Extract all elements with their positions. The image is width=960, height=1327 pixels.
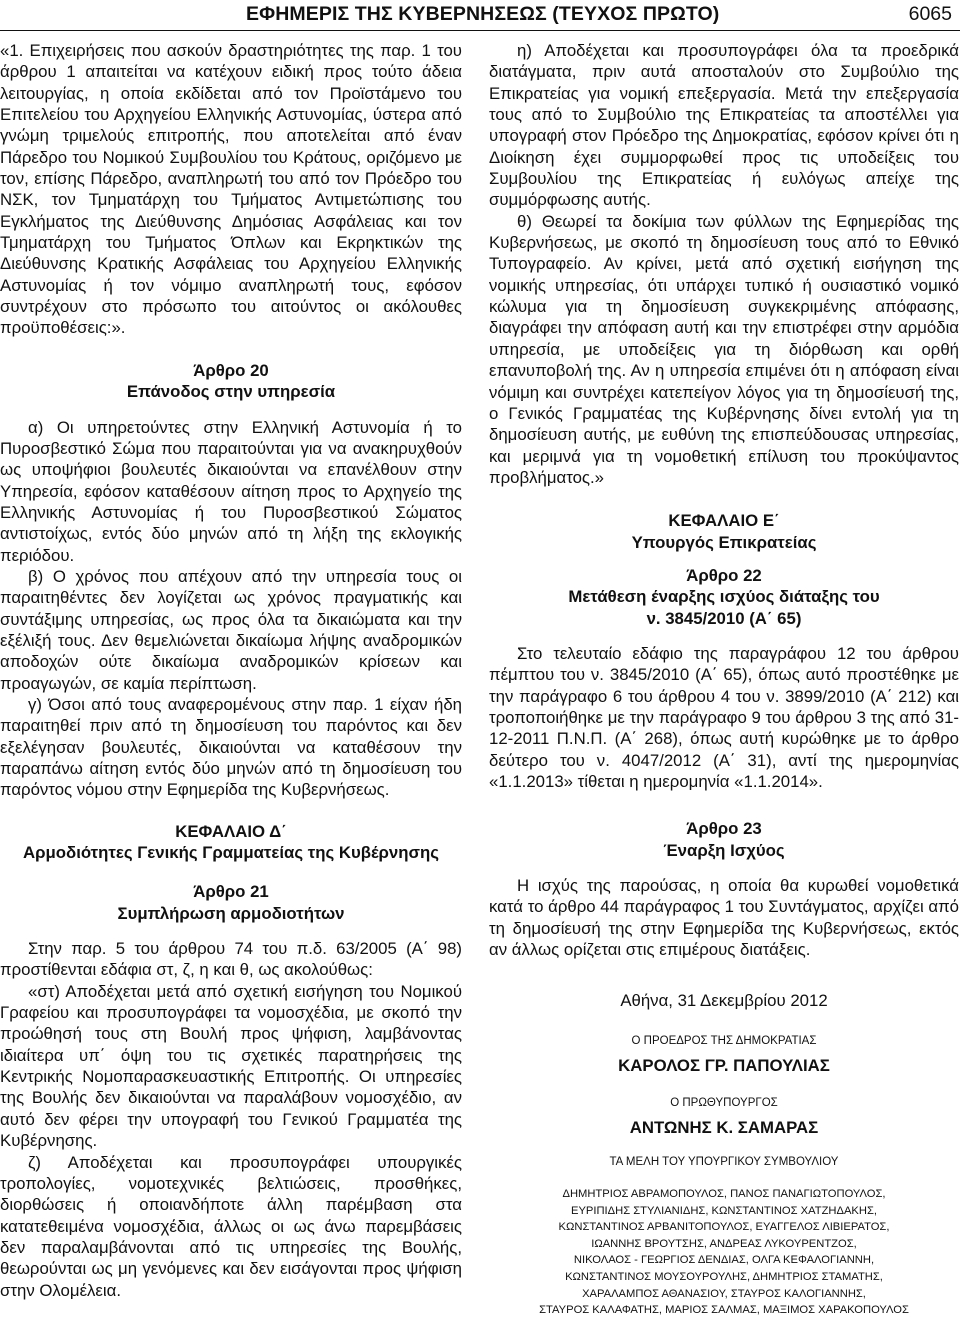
prime-minister-name: ΑΝΤΩΝΗΣ Κ. ΣΑΜΑΡΑΣ xyxy=(629,1117,819,1137)
article-22-title-line-1: Μετάθεση έναρξης ισχύος διάταξης του xyxy=(568,587,880,607)
left-column xyxy=(0,40,462,1301)
cabinet-members-line: ΚΩΝΣΤΑΝΤΙΝΟΣ ΑΡΒΑΝΙΤΟΠΟΥΛΟΣ, ΕΥΑΓΓΕΛΟΣ ΛΙΒΙΕΡΑΤΟΣ, xyxy=(558,1221,890,1234)
article-23-number: Άρθρο 23 xyxy=(686,819,762,839)
article-20-title: Επάνοδος στην υπηρεσία xyxy=(126,382,336,402)
chapter-e-title: Υπουργός Επικρατείας xyxy=(631,532,817,552)
article-21-item-th: θ) Θεωρεί τα δοκίμια των φύλλων της Εφημερίδας της Κυβερνήσεως, με σκοπό τη δημοσίευση τους από το Εθνικό Τυπογραφείο. Αν κρίνει, μετά από σχετική εισήγηση της νομικής υπηρεσίας, ότι υπάρχει τυπικό ή ουσιαστικό νομικό κώλυμα για τη δημοσίευση συγκεκριμένης απόφασης, διαγράφει την απόφαση αυτή και την επιστρέφει στην αρμόδια υπηρεσία, με υποδείξεις για τη διόρθωση και ορθή επανυποβολή της. Αν η υπηρεσία επιμένει ότι η απόφαση είναι νόμιμη και συντρέχει κατεπείγον λόγος για τη δημοσίευσή της, ο Γενικός Γραμματέας της Κυβέρνησης δίνει εντολή για τη δημοσίευση αυτής, με ευθύνη της επισπεύδουσας υπηρεσίας, και μεριμνά για τη νομοθετική επίλυση του προκύψαντος προβλήματος.» xyxy=(489,211,959,487)
article-21-intro: Στην παρ. 5 του άρθρου 74 του π.δ. 63/2005 (Α΄ 98) προστίθενται εδάφια στ, ζ, η και θ, ως ακολούθως: xyxy=(0,939,462,980)
chapter-d-heading: ΚΕΦΑΛΑΙΟ Δ΄ xyxy=(175,821,287,841)
article-23-paragraph: Η ισχύς της παρούσας, η οποία θα κυρωθεί νομοθετικά κατά το άρθρο 44 παράγραφος 1 του Συντάγματος, αρχίζει από τη δημοσίευσή της στην Εφημερίδα της Κυβερνήσεως, εκτός αν άλλως ορίζεται στις επιμέρους διατάξεις. xyxy=(489,876,959,960)
article-22-paragraph: Στο τελευταίο εδάφιο της παραγράφου 12 του άρθρου πέμπτου του ν. 3845/2010 (Α΄ 65), όπως αυτό προστέθηκε με την παράγραφο 6 του άρθρου 4 του ν. 3899/2010 (Α΄ 212) και τροποποιήθηκε με την παράγραφο 9 του άρθρου 3 της από 31-12-2011 Π.Ν.Π. (Α΄ 268), όπως αυτή κυρώθηκε με το άρθρο δεύτερο του ν. 4047/2012 (Α΄ 31), αντί της ημερομηνίας «1.1.2013» τίθεται η ημερομηνία «1.1.2014». xyxy=(489,643,959,791)
place-date: Αθήνα, 31 Δεκεμβρίου 2012 xyxy=(620,991,828,1011)
prime-minister-label: Ο ΠΡΩΘΥΠΟΥΡΓΟΣ xyxy=(670,1097,778,1110)
cabinet-members-line: ΣΤΑΥΡΟΣ ΚΑΛΑΦΑΤΗΣ, ΜΑΡΙΟΣ ΣΑΛΜΑΣ, ΜΑΞΙΜΟΣ ΧΑΡΑΚΟΠΟΥΛΟΣ xyxy=(539,1304,909,1317)
cabinet-members-line: ΚΩΝΣΤΑΝΤΙΝΟΣ ΜΟΥΣΟΥΡΟΥΛΗΣ, ΔΗΜΗΤΡΙΟΣ ΣΤΑΜΑΤΗΣ, xyxy=(565,1271,883,1284)
article-22-number: Άρθρο 22 xyxy=(686,565,762,585)
article-20-paragraph-c: γ) Όσοι από τους αναφερομένους στην παρ. 1 είχαν ήδη παραιτηθεί πριν από τη δημοσίευση του παρόντος και δεν εξελέγησαν βουλευτές, δικαιούνται να καταθέσουν την παραπάνω αίτηση εντός δύο μηνών από τη δημοσίευση του παρόντος νόμου στην Εφημερίδα της Κυβερνήσεως. xyxy=(0,694,462,800)
article-20-number: Άρθρο 20 xyxy=(193,360,269,380)
chapter-d-title: Αρμοδιότητες Γενικής Γραμματείας της Κυβέρνησης xyxy=(23,843,439,863)
intro-paragraph: «1. Επιχειρήσεις που ασκούν δραστηριότητες της παρ. 1 του άρθρου 1 απαιτείται να κατέχουν ειδική προς τούτο άδεια λειτουργίας, η οποία εκδίδεται από τον Προϊστάμενο του Επιτελείου του Αρχηγείου Ελληνικής Αστυνομίας, ύστερα από γνώμη τριμελούς επιτροπής, που αποτελείται από έναν Πάρεδρο του Νομικού Συμβουλίου του Κράτους, οριζόμενο με τον, επίσης Πάρεδρο, αναπληρωτή του από τον Πρόεδρο του ΝΣΚ, τον Τμηματάρχη του Τμήματος Αντιμετώπισης του Εγκλήματος της Διεύθυνσης Δημόσιας Ασφάλειας και τον Τμηματάρχη του Τμήματος Όπλων και Εκρηκτικών της Διεύθυνσης Κρατικής Ασφάλειας του Αρχηγείου Ελληνικής Αστυνομίας ή τον νόμιμο αναπληρωτή τους, εφόσον συντρέχουν στο πρόσωπο του αιτούντος οι ακόλουθες προϋποθέσεις:». xyxy=(0,41,462,338)
page-header xyxy=(0,0,960,31)
article-20-paragraph-a: α) Οι υπηρετούντες στην Ελληνική Αστυνομία ή το Πυροσβεστικό Σώμα που παραιτούνται για να ανακηρυχθούν ως υποψήφιοι βουλευτές δικαιούνται να επανέλθουν στην Υπηρεσία, εφόσον καταθέσουν αίτηση προς το Αρχηγείο της Ελληνικής Αστυνομίας ή του Πυροσβεστικού Σώματος αντιστοίχως, εντός δύο μηνών από τη λήξη της εκλογικής περιόδου. xyxy=(0,417,462,565)
cabinet-members-list xyxy=(489,1186,959,1319)
chapter-e-heading: ΚΕΦΑΛΑΙΟ Ε΄ xyxy=(668,511,780,531)
article-21-number: Άρθρο 21 xyxy=(193,882,269,902)
gazette-title: ΕΦΗΜΕΡΙΣ ΤΗΣ ΚΥΒΕΡΝΗΣΕΩΣ (ΤΕΥΧΟΣ ΠΡΩΤΟ) xyxy=(246,3,720,25)
cabinet-members-line: ΝΙΚΟΛΑΟΣ - ΓΕΩΡΓΙΟΣ ΔΕΝΔΙΑΣ, ΟΛΓΑ ΚΕΦΑΛΟΓΙΑΝΝΗ, xyxy=(573,1254,875,1267)
article-21-item-st: «στ) Αποδέχεται μετά από σχετική εισήγηση του Νομικού Γραφείου και προσυπογράφει τα νομοσχέδια, με σκοπό την προώθησή τους στη Βουλή προς ψήφιση, λαμβάνοντας ιδιαίτερα υπ΄ όψη του τις σχετικές παρατηρήσεις της Κεντρικής Νομοπαρασκευαστικής Επιτροπής. Οι υπηρεσίες της Βουλής δεν δικαιούνται να παραλάβουν νομοσχέδιο, αν αυτό δεν φέρει την υπογραφή του Γενικού Γραμματέα της Κυβέρνησης. xyxy=(0,981,462,1151)
president-label: Ο ΠΡΟΕΔΡΟΣ ΤΗΣ ΔΗΜΟΚΡΑΤΙΑΣ xyxy=(631,1034,817,1047)
cabinet-members-label: ΤΑ ΜΕΛΗ ΤΟΥ ΥΠΟΥΡΓΙΚΟΥ ΣΥΜΒΟΥΛΙΟΥ xyxy=(609,1155,839,1168)
article-21-item-z: ζ) Αποδέχεται και προσυπογράφει υπουργικές τροπολογίες, νομοτεχνικές βελτιώσεις, προσθήκες, διορθώσεις ή οποιανδήποτε άλλη παρέμβαση στα κατατεθειμένα νομοσχέδια, άλλως οι ως άνω παρεμβάσεις δεν παραλαμβάνονται από τις υπηρεσίες της Βουλής, θεωρούνται ως μη γενόμενες και δεν εισάγονται προς ψήφιση στην Ολομέλεια. xyxy=(0,1152,462,1300)
page-number: 6065 xyxy=(908,3,952,25)
article-20-paragraph-b: β) Ο χρόνος που απέχουν από την υπηρεσία τους οι παραιτηθέντες δεν λογίζεται ως χρόνος πραγματικής και συντάξιμης υπηρεσίας, ως προς όλα τα δικαιώματα και την εξέλιξή τους. Δεν θεμελιώνεται δικαίωμα λήψης αναδρομικών αποδοχών ούτε δικαίωμα αναδρομικών κρίσεων και προαγωγών, σε καμία περίπτωση. xyxy=(0,566,462,693)
article-23-title: Έναρξη Ισχύος xyxy=(663,840,785,860)
cabinet-members-line: ΕΥΡΙΠΙΔΗΣ ΣΤΥΛΙΑΝΙΔΗΣ, ΚΩΝΣΤΑΝΤΙΝΟΣ ΧΑΤΖΗΔΑΚΗΣ, xyxy=(570,1204,877,1217)
cabinet-members-line: ΧΑΡΑΛΑΜΠΟΣ ΑΘΑΝΑΣΙΟΥ, ΣΤΑΥΡΟΣ ΚΑΛΟΓΙΑΝΝΗΣ, xyxy=(582,1287,866,1300)
cabinet-members-line: ΙΩΑΝΝΗΣ ΒΡΟΥΤΣΗΣ, ΑΝΔΡΕΑΣ ΛΥΚΟΥΡΕΝΤΖΟΣ, xyxy=(591,1237,857,1250)
article-21-item-h: η) Αποδέχεται και προσυπογράφει όλα τα προεδρικά διατάγματα, πριν αυτά αποσταλούν στο Συμβούλιο της Επικρατείας για νομική επεξεργασία. Μετά την επεξεργασία τους από το Συμβούλιο της Επικρατείας τα αποστέλλει για υπογραφή στον Πρόεδρο της Δημοκρατίας, εφόσον κρίνει ότι η Διοίκηση έχει συμμορφωθεί προς τις υποδείξεις του Συμβουλίου της Επικρατείας ή ευλόγως απείχε της συμμόρφωσης αυτής. xyxy=(489,41,959,210)
article-22-title-line-2: ν. 3845/2010 (Α΄ 65) xyxy=(646,608,802,628)
article-21-title: Συμπλήρωση αρμοδιοτήτων xyxy=(117,903,345,923)
cabinet-members-line: ΔΗΜΗΤΡΙΟΣ ΑΒΡΑΜΟΠΟΥΛΟΣ, ΠΑΝΟΣ ΠΑΝΑΓΙΩΤΟΠΟΥΛΟΣ, xyxy=(562,1188,886,1201)
president-name: ΚΑΡΟΛΟΣ ΓΡ. ΠΑΠΟΥΛΙΑΣ xyxy=(618,1055,830,1075)
right-column xyxy=(489,40,959,1319)
